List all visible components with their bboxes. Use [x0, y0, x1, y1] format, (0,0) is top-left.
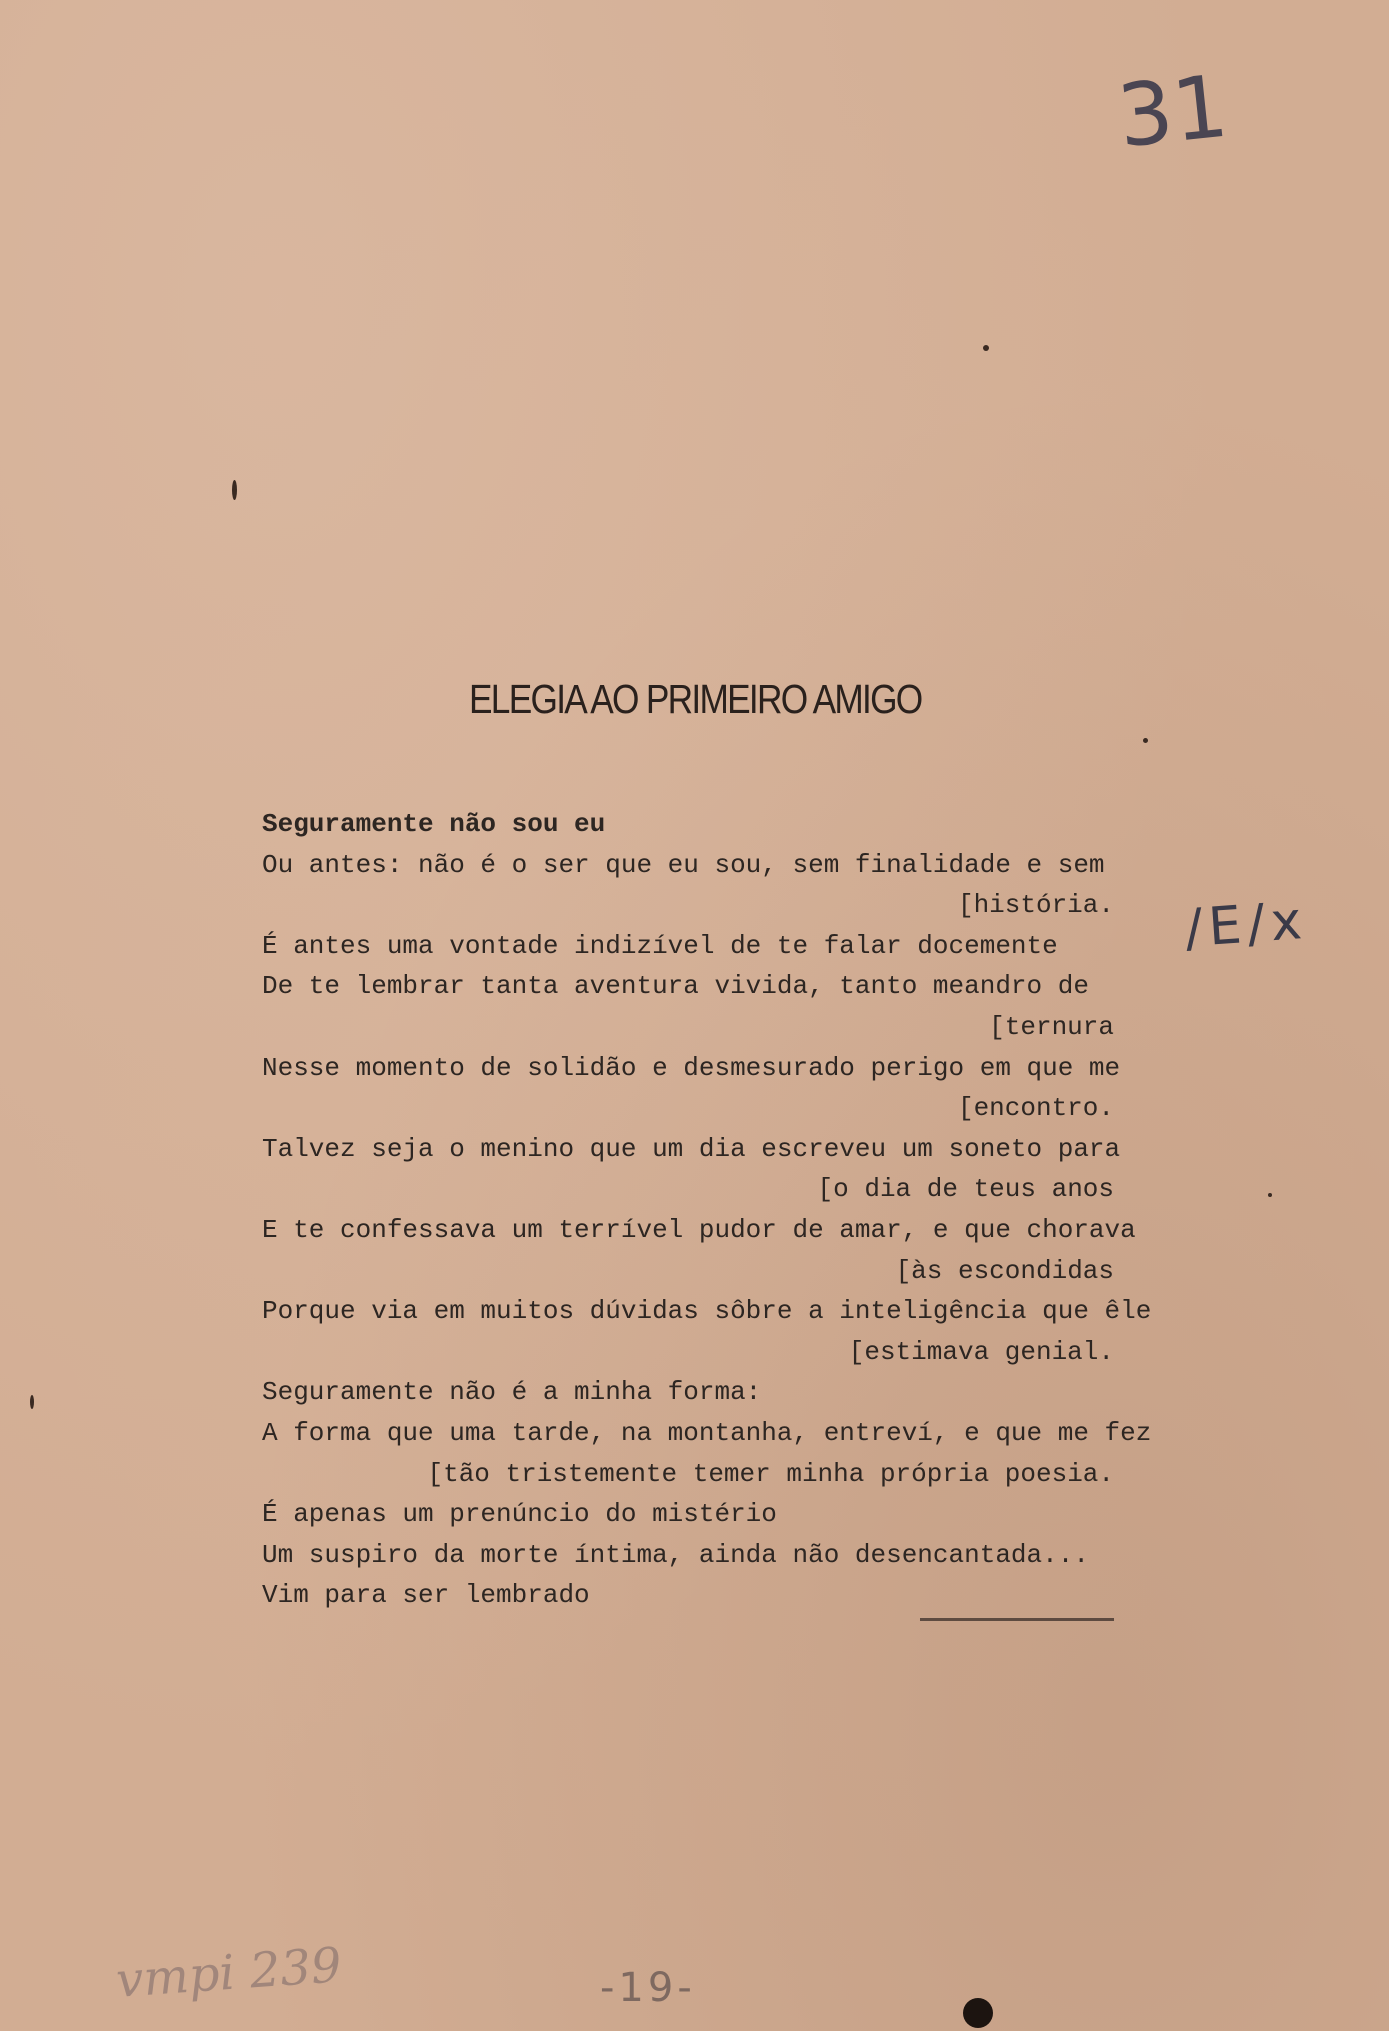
poem-line-continuation: [história. — [957, 890, 1114, 921]
poem-line: A forma que uma tarde, na montanha, entreví, e que me fez — [262, 1417, 1152, 1448]
poem-line: Seguramente não sou eu — [262, 809, 606, 839]
handwritten-catalog-mark: vmpi 239 — [114, 1937, 344, 2009]
poem-line: De te lembrar tanta aventura vivida, tanto meandro de — [262, 971, 1089, 1002]
page-folio: -19- — [600, 1965, 696, 2011]
poem-line: E te confessava um terrível pudor de amar, e que chorava — [262, 1214, 1136, 1245]
poem-line: Talvez seja o menino que um dia escreveu um soneto para — [262, 1133, 1121, 1164]
poem-line: É antes uma vontade indizível de te falar docemente — [262, 930, 1058, 961]
binding-hole — [963, 1998, 993, 2028]
poem-line: Um suspiro da morte íntima, ainda não desencantada... — [262, 1539, 1089, 1570]
poem-line-continuation: [o dia de teus anos — [817, 1174, 1114, 1205]
poem-body — [262, 804, 1152, 1616]
poem-line-continuation: [ternura — [989, 1011, 1114, 1042]
paper-speck — [983, 345, 989, 351]
handwritten-margin-note: /E/x — [1183, 890, 1310, 960]
poem-line: Seguramente não é a minha forma: — [262, 1377, 762, 1408]
poem-line: Nesse momento de solidão e desmesurado perigo em que me — [262, 1052, 1121, 1083]
poem-line: Porque via em muitos dúvidas sôbre a inteligência que êle — [262, 1296, 1152, 1327]
poem-line-continuation: [às escondidas — [895, 1255, 1114, 1286]
typed-underline-mark — [920, 1618, 1114, 1621]
poem-line: Ou antes: não é o ser que eu sou, sem finalidade e sem — [262, 849, 1105, 880]
poem-line: Vim para ser lembrado — [262, 1580, 590, 1611]
paper-speck — [1143, 738, 1148, 743]
paper-speck — [1268, 1193, 1272, 1197]
poem-line-continuation: [estimava genial. — [848, 1336, 1114, 1367]
poem-line-continuation: [tão tristemente temer minha própria poesia. — [427, 1458, 1114, 1489]
poem-line: É apenas um prenúncio do mistério — [262, 1499, 777, 1530]
handwritten-page-number: 31 — [1113, 56, 1233, 168]
paper-speck — [232, 480, 237, 500]
poem-line-continuation: [encontro. — [957, 1093, 1114, 1124]
poem-title: ELEGIA AO PRIMEIRO AMIGO — [469, 676, 922, 722]
paper-speck — [30, 1395, 34, 1409]
